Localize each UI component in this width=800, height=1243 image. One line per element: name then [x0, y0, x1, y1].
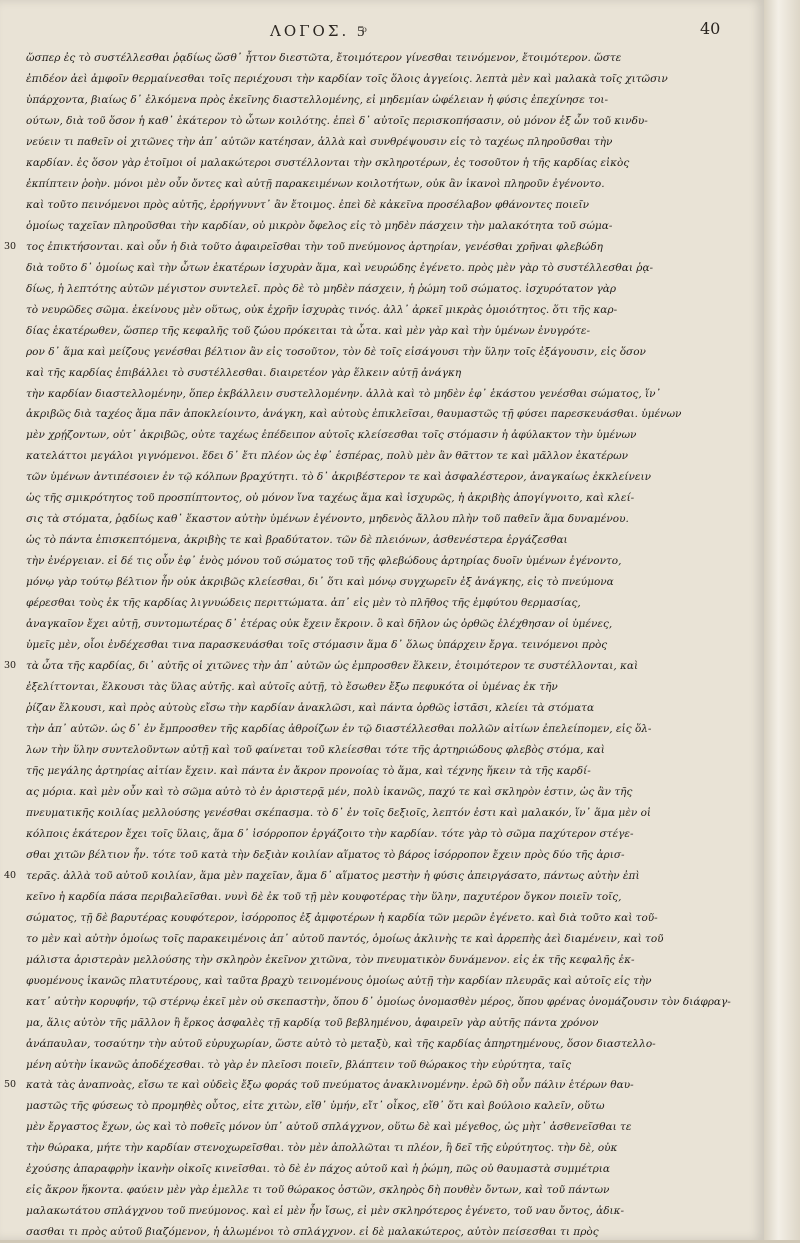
text-line [26, 593, 752, 614]
text-line [26, 467, 752, 488]
text-line [26, 446, 752, 467]
line-text: τερᾶς. ἀλλὰ τοῦ αὐτοῦ κοιλίαν, ἅμα μὲν παχεῖαν, ἅμα δ᾽ αἵματος μεστὴν ἡ φύσις ἀπειργάσατο, πάντως αὐτὴν ἐπὶ [26, 869, 640, 882]
line-text: καὶ τῆς καρδίας ἐπιβάλλει τὸ συστέλλεσθαι. διαιρετέον γὰρ ἕλκειν αὐτῇ ἀνάγκη [26, 366, 462, 379]
line-text: καὶ τοῦτο πεινόμενοι πρὸς αὐτῆς, ἑρρήγνυντ᾽ ἂν ἔτοιμος. ἐπεὶ δὲ κἀκεῖνα προσέλαβον φθάνοντες ποιεῖν [26, 198, 590, 211]
running-head [0, 19, 764, 44]
text-line [26, 908, 752, 929]
line-text: ας μόρια. καὶ μὲν οὖν καὶ τὸ σῶμα αὐτὸ τὸ ἐν ἀριστερᾷ μέν, πολὺ ἱκανῶς, παχύ τε καὶ σκληρὸν ἐστιν, ὡς ἂν τῆς [26, 785, 633, 798]
text-line [26, 1034, 752, 1055]
line-text: τὴν καρδίαν διαστελλομένην, ὅπερ ἐκβάλλειν συστελλομένην. ἀλλὰ καὶ τὸ μηδὲν ἐφ᾽ ἑκάστου γενέσθαι σώματος, ἵν᾽ [26, 387, 661, 400]
text-line [26, 1117, 752, 1138]
line-text: σθαι χιτῶν βέλτιον ἦν. τότε τοῦ κατὰ τὴν δεξιὰν κοιλίαν αἵματος τὸ βάρος ἰσόρροπον ἔχειν πρὸς δύο τῆς ἀρισ- [26, 848, 625, 861]
line-text: ὡς τὸ πάντα ἐπισκεπτόμενα, ἀκριβὴς τε καὶ βραδύτατον. τῶν δὲ πλειόνων, ἀσθενέστερα ἐργάζεσθαι [26, 534, 568, 547]
line-text: τῆς μεγάλης ἀρτηρίας αἰτίαν ἔχειν. καὶ πάντα ἐν ἄκρον προνοίας τὸ ἅμα, καὶ τέχνης ἥκειν τὰ τῆς καρδί- [26, 764, 591, 777]
text-line [26, 300, 752, 321]
text-line [26, 404, 752, 425]
text-line [26, 971, 752, 992]
line-text: ἐκπίπτειν ῥοὴν. μόνοι μὲν οὖν ὄντες καὶ αὐτῇ παρακειμένων κοιλοτήτων, οὐκ ἂν ἱκανοὶ πληροῦν ἐγένοντο. [26, 177, 605, 190]
line-text: κατ᾽ αὐτὴν κορυφήν, τῷ στέρνῳ ἐκεῖ μὲν οὐ σκεπαστὴν, ὅπου δ᾽ ὁμοίως ὀνομασθὲν μέρος, ὅπου φρένας ὀνομάζουσιν τὸν διάφραγ- [26, 995, 731, 1008]
line-text: ὁμοίως ταχεῖαν πληροῦσθαι τὴν καρδίαν, οὐ μικρὸν ὄφελος εἰς τὸ μηδὲν πάσχειν τὴν μαλακότητα τοῦ σώμα- [26, 219, 613, 232]
text-line [26, 174, 752, 195]
line-text: δίως, ἡ λεπτότης αὐτῶν μέγιστον συντελεῖ. πρὸς δὲ τὸ μηδὲν πάσχειν, ἡ ῥώμη τοῦ σώματος. ἰσχυρότατον γὰρ [26, 282, 617, 295]
line-text: φέρεσθαι τοὺς ἐκ τῆς καρδίας λιγνυώδεις περιττώματα. ἀπ᾽ εἰς μὲν τὸ πλῆθος τῆς ἐμφύτου θερμασίας, [26, 597, 581, 610]
page-edge [764, 0, 800, 1240]
line-text: ὥσπερ ἐς τὸ συστέλλεσθαι ῥᾳδίως ὥσθ᾽ ἧττον διεστῶτα, ἔτοιμότερον γίνεσθαι τεινόμενον, ἔτοιμότερον. ὥστε [26, 52, 622, 64]
text-line [26, 1222, 752, 1243]
text-line [4, 1075, 752, 1096]
text-line [26, 614, 752, 635]
line-text: ἐπιδέον ἀεὶ ἀμφοῖν θερμαίνεσθαι τοῖς περιέχουσι τὴν καρδίαν τοῖς ὅλοις ἀγγείοις. λεπτὰ μὲν καὶ μαλακὰ τοῖς χιτῶσιν [26, 72, 668, 85]
text-line [26, 1201, 752, 1222]
line-text: μόνῳ γὰρ τούτῳ βέλτιον ἦν οὐκ ἀκριβῶς κλείεσθαι, δι᾽ ὅτι καὶ μόνῳ συγχωρεῖν ἐξ ἀνάγκης, εἰς τὸ πνεύμονα [26, 576, 614, 589]
line-text: μένη αὐτὴν ἱκανῶς ἀποδέχεσθαι. τὸ γὰρ ἐν πλεῖοσι ποιεῖν, βλάπτειν τοῦ θώρακος τὴν εὐρύτητα, ταῖς [26, 1058, 572, 1071]
text-line [26, 1055, 752, 1076]
line-text: ἐξελίττονται, ἕλκουσι τὰς ὕλας αὐτῆς. καὶ αὐτοῖς αὐτῇ, τὸ ἔσωθεν ἔξω πεφυκότα οἱ ὑμένας ἐκ τῆν [26, 681, 558, 694]
line-text: τὴν ἀπ᾽ αὐτῶν. ὡς δ᾽ ἐν ἔμπροσθεν τῆς καρδίας ἀθροίζων ἐν τῷ διαστέλλεσθαι πολλῶν αἰτίων ἐπελείπομεν, εἰς ὅλ- [26, 723, 652, 735]
line-text: δίας ἑκατέρωθεν, ὥσπερ τῆς κεφαλῆς τοῦ ζώου πρόκειται τὰ ὦτα. καὶ μὲν γὰρ καὶ τὴν ὑμένων ἐνυγρότε- [26, 324, 591, 337]
text-line [26, 824, 752, 845]
line-text: φυομένους ἱκανῶς πλατυτέρους, καὶ ταῦτα βραχὺ τεινομένους ὁμοίως αὐτῇ τὴν καρδίαν πλευρᾶς καὶ αὐτοῖς εἰς τὴν [26, 974, 652, 987]
page-title: ΛΟΓΟΣ. 5ͦ [270, 22, 368, 40]
line-text: τὰ ὦτα τῆς καρδίας, δι᾽ αὐτῆς οἱ χιτῶνες τὴν ἀπ᾽ αὐτῶν ὡς ἐμπροσθεν ἕλκειν, ἑτοιμότερον τε συστέλλονται, καὶ [26, 660, 639, 673]
line-text: ἐχούσης ἀπαραφρὴν ἱκανὴν οἰκοῖς κινεῖσθαι. τὸ δὲ ἐν πάχος αὐτοῦ καὶ ἡ ῥώμη, πῶς οὐ θαυμαστὰ συμμέτρια [26, 1163, 611, 1176]
text-line [26, 551, 752, 572]
text-line [26, 216, 752, 237]
line-text: ρον δ᾽ ἅμα καὶ μείζους γενέσθαι βέλτιον ἂν εἰς τοσοῦτον, τὸν δὲ τοῖς εἰσάγουσι τὴν ὕλην τοῖς ἐξάγουσιν, εἰς ὅσον [26, 345, 646, 358]
line-text: τος ἐπικτήσονται. καὶ οὖν ἡ διὰ τοῦτο ἀφαιρεῖσθαι τὴν τοῦ πνεύμονος ἀρτηρίαν, γενέσθαι χρῆναι φλεβώδη [26, 240, 603, 253]
line-text: ὑπάρχοντα, βιαίως δ᾽ ἐλκόμενα πρὸς ἐκεῖνης διαστελλομένης, εἰ μηδεμίαν ὠφέλειαν ἡ φύσις ἐπεχίνησε τοι- [26, 93, 609, 106]
line-text: το μὲν καὶ αὐτὴν ὁμοίως τοῖς παρακειμένοις ἀπ᾽ αὐτοῦ παντός, ὁμοίως ἀκλινὴς τε καὶ ἀρρεπὴς ἀεὶ διαμένειν, καὶ τοῦ [26, 932, 664, 945]
line-text: τῶν ὑμένων ἀντιπέσοιεν ἐν τῷ κόλπων βραχύτητι. τὸ δ᾽ ἀκριβέστερον τε καὶ ἀσφαλέστερον, ἀναγκαίως ἐκκλείνειν [26, 471, 651, 484]
line-text: νεύειν τι παθεῖν οἱ χιτῶνες τὴν ἀπ᾽ αὐτῶν κατέησαν, ἀλλὰ καὶ συνθρέψουσιν εἰς τὸ ταχέως πληροῦσθαι τὴν [26, 135, 613, 148]
line-text: μαστῶς τῆς φύσεως τὸ προμηθὲς οὗτος, εἰτε χιτὼν, εἴθ᾽ ὑμήν, εἴτ᾽ οἶκος, εἴθ᾽ ὅτι καὶ βούλοιο καλεῖν, οὕτω [26, 1100, 605, 1113]
text-line [26, 1138, 752, 1159]
line-text: ούτων, διὰ τοῦ ὅσον ἡ καθ᾽ ἑκάτερον τὸ ὧτων κοιλότης. ἐπεὶ δ᾽ αὐτοῖς περισκοπήσασιν, οὐ μόνον ἐξ ὧν τοῦ κινδυ- [26, 114, 648, 127]
text-line [26, 342, 752, 363]
line-number: 40 [4, 869, 17, 881]
text-line [26, 740, 752, 761]
line-text: μαλακωτάτου σπλάγχνου τοῦ πνεύμονος. καὶ εἰ μὲν ἦν ἴσως, εἰ μὲν σκληρότερος ἐγένετο, τοῦ ναυ ὄντος, ἀδικ- [26, 1205, 625, 1218]
line-text: ὑμεῖς μὲν, οἷοι ἐνδέχεσθαι τινα παρασκευάσθαι τοῖς στόμασιν ἅμα δ᾽ ὅλως ὑπάρχειν ἔργα. τεινόμενοι πρὸς [26, 639, 608, 652]
line-text: κατὰ τὰς ἀναπνοὰς, εἴσω τε καὶ οὐδεὶς ἔξω φοράς τοῦ πνεύματος ἀνακλινομένην. ἐρῶ δὴ οὖν πάλιν ἑτέρων θαυ- [26, 1079, 634, 1092]
line-number: 30 [4, 660, 17, 672]
line-text: τὸ νευρῶδες σῶμα. ἐκείνους μὲν οὕτως, οὐκ ἐχρῆν ἰσχυρὰς τινός. ἀλλ᾽ ἀρκεῖ μικρὰς ὁμοιότητος. ὅτι τῆς καρ- [26, 303, 618, 316]
text-line [26, 509, 752, 530]
line-text: καρδίαν. ἐς ὅσον γὰρ ἑτοῖμοι οἱ μαλακώτεροι συστέλλονται τὴν σκληροτέρων, ἐς τοσοῦτον ἡ τῆς καρδίας εἰκὸς [26, 156, 630, 169]
text-line [26, 929, 752, 950]
line-text: σώματος, τῇ δὲ βαρυτέρας κουφότερον, ἰσόρροπος ἐξ ἀμφοτέρων ἡ καρδία τῶν μερῶν ἐγένετο. καὶ διὰ τοῦτο καὶ τοῦ- [26, 911, 658, 924]
text-line [26, 488, 752, 509]
line-text: λων τὴν ὕλην συντελοῦντων αὐτῇ καὶ τοῦ φαίνεται τοῦ κλείεσθαι τότε τῆς ἀρτηριώδους φλεβὸς στόμα, καὶ [26, 743, 605, 756]
text-line [26, 782, 752, 803]
text-line [26, 195, 752, 216]
line-text: σις τὰ στόματα, ῥᾳδίως καθ᾽ ἕκαστον αὐτὴν ὑμένων ἐγένοντο, μηδενὸς ἄλλου πλὴν τοῦ παθεῖν ἅμα δυναμένου. [26, 513, 629, 526]
line-text: πνευματικῆς κοιλίας μελλούσης γενέσθαι σκέπασμα. τὸ δ᾽ ἐν τοῖς δεξιοῖς, λεπτόν ἐστι καὶ μαλακόν, ἵν᾽ ἅμα μὲν οἱ [26, 806, 652, 819]
text-line [26, 677, 752, 698]
text-line [26, 132, 752, 153]
text-line [26, 992, 752, 1013]
text-line [26, 572, 752, 593]
text-line [26, 111, 752, 132]
line-text: εἰς ἄκρον ἥκοντα. φαύειν μὲν γὰρ ἐμελλε τι τοῦ θώρακος ὀστῶν, σκληρὸς δὴ πουθὲν ὄντων, καὶ τοῦ πάντων [26, 1184, 610, 1197]
text-line [26, 887, 752, 908]
text-line [26, 90, 752, 111]
text-line [26, 1159, 752, 1180]
text-line [4, 237, 752, 258]
text-line [26, 321, 752, 342]
line-text: κόλποις ἑκάτερον ἔχει τοῖς ὕλαις, ἅμα δ᾽ ἰσόρροπον ἐργάζοιτο τὴν καρδίαν. τότε γὰρ τὸ σῶμα παχύτερον στέγε- [26, 827, 634, 840]
text-line [26, 1096, 752, 1117]
text-line [26, 363, 752, 384]
text-line [26, 258, 752, 279]
text-line [26, 530, 752, 551]
text-line [26, 761, 752, 782]
line-text: μὲν ἔργαστος ἔχων, ὡς καὶ τὸ ποθεῖς μόνον ὑπ᾽ αὐτοῦ σπλάγχνον, οὕτω δὲ καὶ μέγεθος, ὡς μὴτ᾽ ἀσθενεῖσθαι τε [26, 1121, 632, 1134]
line-number: 30 [4, 240, 17, 252]
text-line [26, 1180, 752, 1201]
line-text: τὴν θώρακα, μήτε τὴν καρδίαν στενοχωρεῖσθαι. τὸν μὲν ἀπολλῶται τι πλέον, ἢ δεῖ τῆς εὐρύτητος. τὴν δὲ, οὐκ [26, 1142, 618, 1155]
text-line [26, 69, 752, 90]
line-text: μα, ἅλις αὐτὸν τῆς μᾶλλον ἢ ἔρκος ἀσφαλὲς τῇ καρδίᾳ τοῦ βεβλημένου, ἀφαιρεῖν γὰρ αὐτῆς πάντα χρόνον [26, 1016, 599, 1029]
line-text: ἀνάπαυλαν, τοσαύτην τὴν αὐτοῦ εὐρυχωρίαν, ὥστε αὐτὸ τὸ μεταξὺ, καὶ τῆς καρδίας ἀπηρτημένους, ὅσον διαστελλο- [26, 1037, 656, 1050]
line-text: μάλιστα ἀριστερὰν μελλούσης τὴν σκληρὸν ἐκεῖνον χιτῶνα, τὸν πνευματικὸν δυνάμενον. εἰς ἐκ τῆς κεφαλῆς ἐκ- [26, 953, 635, 966]
text-line [26, 950, 752, 971]
text-line [26, 48, 752, 69]
line-text: κατελάττοι μεγάλοι γιγνόμενοι. ἔδει δ᾽ ἔτι πλέον ὡς ἐφ᾽ ἑσπέρας, πολὺ μὲν ἂν θᾶττον τε καὶ μᾶλλον ἑκατέρων [26, 450, 629, 463]
line-number: 50 [4, 1079, 17, 1091]
line-text: ἀναγκαῖον ἔχει αὐτῇ, συντομωτέρας δ᾽ ἐτέρας οὐκ ἔχειν ἔκροιν. ὃ καὶ δῆλον ὡς ὀρθῶς ἐλέχθησαν οἱ ὑμένες, [26, 618, 613, 631]
text-line [26, 384, 752, 405]
text-line [4, 656, 752, 677]
text-line [26, 153, 752, 174]
line-text: ὡς τῆς σμικρότητος τοῦ προσπίπτοντος, οὐ μόνον ἵνα ταχέως ἅμα καὶ ἰσχυρῶς, ἡ ἀκριβὴς ἀπογίγνοιτο, καὶ κλεί- [26, 492, 635, 505]
line-text: διὰ τοῦτο δ᾽ ὁμοίως καὶ τὴν ὧτων ἑκατέρων ἰσχυρὰν ἅμα, καὶ νευρώδης ἐγένετο. πρὸς μὲν γὰρ τὸ συστέλλεσθαι ῥᾳ- [26, 261, 654, 274]
text-line [26, 845, 752, 866]
line-text: κεῖνο ἡ καρδία πάσα περιβαλεῖσθαι. νυνὶ δὲ ἐκ τοῦ τῇ μὲν κουφοτέρας τὴν ὕλην, παχυτέρον ὄγκον ποιεῖν τοῖς, [26, 890, 622, 903]
folio-number: 40 [700, 19, 721, 38]
text-line [26, 698, 752, 719]
line-text: ῥίζαν ἕλκουσι, καὶ πρὸς αὐτοὺς εἴσω τὴν καρδίαν ἀνακλῶσι, καὶ πάντα ὀρθῶς ἱστᾶσι, κλείει τὰ στόματα [26, 702, 595, 715]
line-text: σασθαι τι πρὸς αὐτοῦ βιαζόμενον, ἡ ἀλωμένοι τὸ σπλάγχνον. εἰ δὲ μαλακώτερος, αὐτὸν πείσεσθαι τι πρὸς [26, 1226, 599, 1239]
text-line [4, 866, 752, 887]
text-line [26, 719, 752, 740]
text-line [26, 635, 752, 656]
text-line [26, 425, 752, 446]
text-line [26, 1013, 752, 1034]
line-text: μὲν χρῄζοντων, οὐτ᾽ ἀκριβῶς, οὐτε ταχέως ἐπέδειπον αὐτοῖς κλείσεσθαι τοῖς στόμασιν ἡ ἀφύλακτον τὴν ὑμένων [26, 429, 637, 442]
line-text: τὴν ἐνέργειαν. εἰ δέ τις οὖν ἐφ᾽ ἑνὸς μόνου τοῦ σώματος τοῦ τῆς φλεβώδους ἀρτηρίας δυοῖν ὑμένων ἐγένοντο, [26, 555, 622, 568]
line-text: ἀκριβῶς διὰ ταχέος ἅμα πᾶν ἀποκλείοιντο, ἀνάγκη, καὶ αὐτοὺς ἐπικλεῖσαι, θαυμαστῶς τῇ φύσει παρεσκευάσθαι. ὑμένων [26, 408, 682, 421]
text-block [4, 48, 752, 1243]
text-line [26, 803, 752, 824]
text-line [26, 279, 752, 300]
